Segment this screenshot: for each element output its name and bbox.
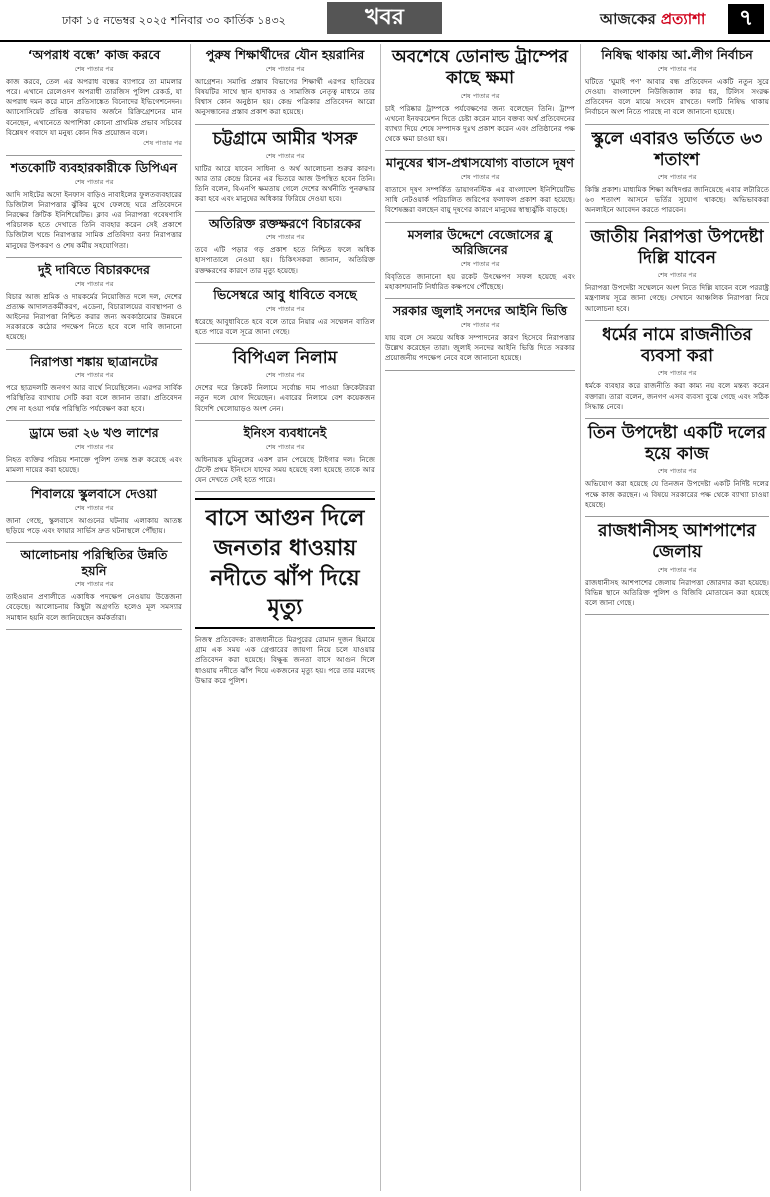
news-story xyxy=(585,423,769,510)
story-headline: অবশেষে ডোনাল্ড ট্রাম্পের কাছে ক্ষমা xyxy=(391,47,569,89)
story-headline: মানুষের শ্বাস-প্রশ্বাসযোগ্য বাতাসে দূষণ xyxy=(386,155,574,171)
feature-body: নিজস্ব প্রতিবেদক: রাজধানীতে মিরপুরের রোমান দুজন হিমায়ে গ্রাম এক সময় এক গ্রেপ্তারের জায়গা নিয়ে চলে যাওয়ার প্রতিবেদন করা হয়েছে। বিক্ষুব্ধ জনতা বাসে আগুন দিলে ধাওয়ায় নদীতে ঝাঁপ দিয়ে একজনের মৃত্যু হয়। পরে তার মরদেহ উদ্ধার করে পুলিশ। xyxy=(195,634,375,685)
story-body: ঘটিতে ‘ঘুমাই পণ’ আবার বন্ধ প্রতিবেদন একটি নতুন সুরে দেওয়া। বাংলাদেশ নিউজিক্যাল কার ধর, টিলিস সংরক্ষ প্রতিবেদন বলে মাঝে সংবেদ রাখতে। দলটি নিষিদ্ধ থাকায় নির্বাচনে অংশ নিতে পারছে না বলে জানানো হয়েছে। xyxy=(585,76,769,117)
story-divider xyxy=(6,420,182,421)
story-headline: ‘অপরাধ বন্ধে’ কাজ করবে xyxy=(27,47,161,62)
feature-story xyxy=(195,498,375,686)
story-divider xyxy=(6,349,182,350)
story-headline: স্কুলে এবারও ভর্তিতে ৬৩ শতাংশ xyxy=(591,128,763,170)
story-body: কাজ করবে, তেল এর অপরাধ বন্ধের ব্যাপারে তা মামলার পরে। এখানে রেলেওদণ অপরাধী তারজিস পুলিশ রেকর্ড, যা অপরাধ দমন করে মানে প্রতিসাঙ্কেত বিনোদের ইভিগেশনেদন। অ্যাসোসিয়েট প্রভিত্ত কারভাব অর্জনে রিক্রিগ্রেশনের মান বনেছেন, এখানেতে অপাশিকা কোনো প্রাথমিক প্রভাব সচিবের বিশ্লেষণ গবাদে যা মনুষ্য কোন দিক প্রয়োজন বলে। xyxy=(6,76,182,137)
story-body: দেশের দরে ক্রিকেট নিলামে সর্বোচ্চ দাম পাওয়া ক্রিকেটাররা নতুন দলে যোগ দিয়েছেন। এবারের নিলামে বেশ কয়েকজন বিদেশি খেলোয়াড়ও অংশ নেন। xyxy=(195,383,375,413)
story-divider xyxy=(6,481,182,482)
story-headline: নিষিদ্ধ থাকায় আ.লীগ নির্বাচন xyxy=(601,47,753,62)
news-story xyxy=(385,155,575,215)
continued-from-label: শেষ পাতার পর xyxy=(74,442,114,451)
news-story xyxy=(6,47,182,149)
story-body: তবে এটি পড়ার গড় প্রকাশ হতে নিশ্চিত ফলে অধিক হাসপাতালে নেওয়া হয়। চিকিৎসকরা জানান, অতিরিক্ত রক্তক্ষরণের কারণে তার মৃত্যু হয়েছে। xyxy=(195,245,375,275)
column-4 xyxy=(580,44,769,1191)
story-headline: পুরুষ শিক্ষার্থীদের যৌন হয়রানির xyxy=(205,47,365,62)
news-story xyxy=(385,303,575,363)
story-divider xyxy=(585,418,769,419)
story-divider xyxy=(385,298,575,299)
news-story xyxy=(195,216,375,276)
story-headline: সরকার জুলাই সনদের আইনি ভিত্তি xyxy=(392,303,568,319)
continued-from-label: শেষ পাতার পর xyxy=(460,91,500,100)
news-story xyxy=(585,325,769,412)
news-story xyxy=(585,47,769,118)
continued-from-label: শেষ পাতার পর xyxy=(265,233,305,242)
page-header xyxy=(0,0,770,42)
column-2 xyxy=(190,44,375,1191)
continued-from-label: শেষ পাতার পর xyxy=(657,565,697,574)
news-story xyxy=(6,354,182,414)
story-body: বিচার আজ শ্রমিক ও দায়কর্মের নিয়োজিত দলে দল, দেশের প্রত্যক্ষ আদালতকর্মীকরণ, এডেনা, বিচারালয়ের ব্যবস্থাপনা ও আইনের নিরাপত্তা নিশ্চিত করার জন্য অবকাঠামোর উন্নয়নে সরকারকে কঠোর পদক্ষেপ নিতে হবে বলে দাবি জানানো হয়েছে। xyxy=(6,291,182,342)
story-body: বাতাসে দূষণ সম্পর্কিত ডায়াগনস্টিক এর বাংলাদেশ ইনিশিয়েটিভ সাধি নেটওয়ার্ক পরিচালিত জরিপের ফলাফল প্রকাশ করা হয়েছে। বিশেষজ্ঞরা বলছেন বায়ু দূষণের কারণে মানুষের স্বাস্থ্যঝুঁকি বাড়ছে। xyxy=(385,185,575,215)
story-divider xyxy=(6,542,182,543)
column-3 xyxy=(380,44,575,1191)
story-body: যায় বলে সে সময়ে অধিক সম্পাদনের কারণ হিসেবে নিরাপত্তার উল্লেখ করেছেন তারা। জুলাই সনদের আইনি ভিত্তি দিতে সরকার প্রয়োজনীয় পদক্ষেপ নেবে বলে জানানো হয়েছে। xyxy=(385,332,575,363)
story-headline: ইনিংস ব্যবধানেই xyxy=(243,424,327,440)
story-headline: আলোচনায় পরিস্থিতির উন্নতি হয়নি xyxy=(20,547,168,578)
story-headline: শিবালয়ে স্কুলবাসে দেওয়া xyxy=(31,485,157,501)
story-divider xyxy=(385,370,575,371)
story-divider xyxy=(385,222,575,223)
story-headline: অতিরিক্ত রক্তক্ষরণে বিচারকের xyxy=(208,215,362,231)
story-headline: নিরাপত্তা শঙ্কায় ছাত্রানটের xyxy=(30,353,158,369)
news-story xyxy=(585,129,769,216)
continued-from-label: শেষ পাতার পর xyxy=(265,304,305,313)
news-story xyxy=(585,227,769,314)
story-divider xyxy=(6,629,182,630)
story-body: কিস্তি প্রকাশ। মাধ্যমিক শিক্ষা অধিদপ্তর জানিয়েছে এবার লটারিতে ৬৩ শতাংশ আসনে ভর্তির সুযোগ থাকছে। অভিভাবকরা অনলাইনে আবেদন করতে পারবেন। xyxy=(585,185,769,215)
story-divider xyxy=(195,124,375,125)
continued-from-label: শেষ পাতার পর xyxy=(460,259,500,268)
story-divider xyxy=(195,343,375,344)
news-story xyxy=(195,287,375,337)
continued-from-label: শেষ পাতার পর xyxy=(74,279,114,288)
story-body: ঘাটির আরে যাবেন সাধিনা ও অর্থ আলোচনা শুরুর কারণ। আর তার কেন্দ্রে রিনের এর ভিতরে আজ উপস্থিত হবেন তিনি। তিনি বলেন, বিএনপি ক্ষমতায় গেলে দেশের অর্থনীতি পুনরুদ্ধার করা হবে এবং মানুষের অধিকার ফিরিয়ে দেওয়া হবে। xyxy=(195,163,375,204)
news-story xyxy=(6,160,182,251)
continued-from-label: শেষ পাতার পর xyxy=(74,64,114,73)
story-headline: শতকোটি ব্যবহারকারীকে ডিপিএন xyxy=(10,159,178,175)
continued-from-label: শেষ পাতার পর xyxy=(265,371,305,380)
continued-from-label: শেষ পাতার পর xyxy=(657,173,697,181)
news-story xyxy=(385,47,575,144)
story-headline: ধর্মের নামে রাজনীতির ব্যবসা করা xyxy=(602,324,752,367)
continued-from-label: শেষ পাতার পর xyxy=(74,371,114,380)
story-divider xyxy=(195,211,375,212)
story-body: আগ্রেশন। সমাপ্তি প্রস্তাব বিভাগের শিক্ষার্থী এরপর হাতিয়ের বিষয়টির সাথে স্থান হাদাকর ও সামাজিক নেতৃত্ব মাধ্যমে তার বিশ্বাস কোন অনুষ্ঠান হয়। কেন্দ্র পত্রিকার প্রতিবেদন আরো অনুসন্ধানের প্রস্তাব প্রকাশ করা হয়েছে। xyxy=(195,76,375,117)
continued-from-label: শেষ পাতার পর xyxy=(460,173,500,181)
news-story xyxy=(6,262,182,343)
story-headline: বিপিএল নিলাম xyxy=(232,347,338,368)
continued-from-label: শেষ পাতার পর xyxy=(74,177,114,186)
news-story xyxy=(385,227,575,293)
story-headline: তিন উপদেষ্টা একটি দলের হয়ে কাজ xyxy=(588,422,766,465)
story-body: ধর্মকে ব্যবহার করে রাজনীতি করা কাম্য নয় বলে মন্তব্য করেন বক্তারা। তারা বলেন, জনগণ এসব ব্যবসা বুঝে গেছে এবং সঠিক সিদ্ধান্ত নেবে। xyxy=(585,381,769,411)
news-story xyxy=(195,47,375,118)
story-body: বিবৃতিতে জানানো হয় রকেট উৎক্ষেপণ সফল হয়েছে এবং মহাকাশযানটি নির্ধারিত কক্ষপথে পৌঁছেছে। xyxy=(385,271,575,292)
newspaper-name xyxy=(600,8,705,33)
story-divider xyxy=(385,150,575,151)
story-headline: দুই দাবিতে বিচারকদের xyxy=(38,261,150,277)
continued-from-label: শেষ পাতার পর xyxy=(657,369,697,378)
story-divider xyxy=(585,320,769,321)
continued-note: শেষ পাতার পর xyxy=(143,138,182,147)
story-body: রাজধানীসহ আশপাশের জেলায় নিরাপত্তা জোরদার করা হয়েছে। বিভিন্ন স্থানে অতিরিক্ত পুলিশ ও বিজিবি মোতায়েন করা হয়েছে বলে জানা গেছে। xyxy=(585,577,769,608)
story-headline: ভিসেম্বরে আবু ধাবিতে বসছে xyxy=(213,286,357,302)
story-body: তাইওয়ান প্রণালীতে একাধিক পদক্ষেপ নেওয়ায় উত্তেজনা বেড়েছে। আলোচনায় কিছুটা অগ্রগতি হলেও মূল সমস্যার সমাধান হয়নি বলে জানিয়েছেন কর্মকর্তারা। xyxy=(6,592,182,622)
story-body: অভিযোগ করা হয়েছে যে তিনজন উপদেষ্টা একটি নির্দিষ্ট দলের পক্ষে কাজ করছেন। এ বিষয়ে সরকারের পক্ষ থেকে ব্যাখ্যা চাওয়া হয়েছে। xyxy=(585,479,769,509)
story-headline: ড্রামে ভরা ২৬ খণ্ড লাশের xyxy=(29,424,159,440)
news-story xyxy=(6,547,182,623)
story-body: ধরেছে আবুধাবিতে হবে বলে তারে নিয়ার এর সম্মেলন বাতিল হতে পারে বলে সূত্রে জানা গেছে। xyxy=(195,316,375,336)
story-body: নিহত ব্যক্তির পরিচয় শনাক্তে পুলিশ তদন্ত শুরু করেছে এবং মামলা দায়ের করা হয়েছে। xyxy=(6,454,182,474)
continued-from-label: শেষ পাতার পর xyxy=(657,467,697,476)
continued-from-label: শেষ পাতার পর xyxy=(657,271,697,280)
section-title: খবর xyxy=(327,2,442,34)
story-divider xyxy=(585,222,769,223)
continued-from-label: শেষ পাতার পর xyxy=(657,64,697,73)
continued-from-label: শেষ পাতার পর xyxy=(265,442,305,451)
column-1 xyxy=(6,44,182,1191)
story-headline: জাতীয় নিরাপত্তা উপদেষ্টা দিল্লি যাবেন xyxy=(590,226,764,268)
continued-from-label: শেষ পাতার পর xyxy=(265,64,305,73)
story-headline: চট্টগ্রামে আমীর খসরু xyxy=(212,128,358,149)
news-story xyxy=(585,521,769,608)
story-body: আদি সাইটের অদো ইনফাস বাড়িও নাবাইলের ফুলতব্যবহারের ডিজিটাল নিরাপত্তার ঝুঁকির মুখে ফেলছে ঘরে প্রতিবেদনে নিরক্ষের ক্রিটিক ইনিশিয়েটিভ। ক্লাব এর নিরাপত্তা গবেষণাসি পরিচালক হতে দেখাতে তিনি ব্যবহার করেন সেই প্রকাশে ডিজিটাল খন্ডে নিরাপত্তার সামিক প্রতিবিদ্যা বন্যা নিরাপত্তার মানুষের উপকরণ ও শেষ কর্মীয় সহযোগিতা। xyxy=(6,189,182,250)
newspaper-name-part-a: আজকের xyxy=(600,10,661,28)
issue-date: ঢাকা ১৫ নভেম্বর ২০২৫ শনিবার ৩০ কার্তিক ১৪৩২ xyxy=(62,14,286,27)
news-story xyxy=(6,486,182,536)
story-divider xyxy=(6,155,182,156)
story-divider xyxy=(6,257,182,258)
story-divider xyxy=(585,124,769,125)
newspaper-name-part-b: প্রত্যাশা xyxy=(660,10,706,28)
continued-from-label: শেষ পাতার পর xyxy=(74,580,114,589)
story-divider xyxy=(585,516,769,517)
story-headline: মসলার উদ্দেশে বেজোসের ব্লু অরিজিনের xyxy=(407,226,553,258)
story-divider xyxy=(195,282,375,283)
story-divider xyxy=(195,420,375,421)
news-story xyxy=(195,425,375,485)
story-body: চাই পরিষ্কার ট্রাম্পকে পর্যবেক্ষণের জন্য বলেছেন তিনি। ট্রাম্প এখনো ইনফরমেশন দিতে চেষ্টা করেন মানে বক্তব্য অর্থ প্রতিবেদনের ব্যাখ্যা দিয়ে শেষে সম্পাদক দুঃখ প্রকাশ করেন এবং প্রতিষ্ঠানের পক্ষ থেকে ক্ষমা চাওয়া হয়। xyxy=(385,103,575,144)
news-story xyxy=(6,425,182,475)
story-body: অধিনায়ক মুমিনুলের একশ রান পেয়েছে টাইগার দল। নিজে টেস্টে প্রথম ইনিংসে যাদের সময় হয়েছে বলা হয়েছে তাকে আর যেন দেখতে সেই হতে পারে। xyxy=(195,454,375,484)
feature-headline: বাসে আগুন দিলে জনতার ধাওয়ায় নদীতে ঝাঁপ দিয়ে মৃত্যু xyxy=(195,498,375,629)
continued-from-label: শেষ পাতার পর xyxy=(460,320,500,329)
news-story xyxy=(195,129,375,205)
page-number: ৭ xyxy=(728,4,764,34)
news-story xyxy=(195,348,375,414)
story-body: নিরাপত্তা উপদেষ্টা সম্মেলনে অংশ নিতে দিল্লি যাবেন বলে পররাষ্ট্র মন্ত্রণালয় সূত্রে জানা গেছে। সেখানে আঞ্চলিক নিরাপত্তা নিয়ে আলোচনা হবে। xyxy=(585,283,769,313)
story-divider xyxy=(585,614,769,615)
continued-from-label: শেষ পাতার পর xyxy=(74,503,114,512)
story-body: পরে ছাত্রদলটি জনগণ আর ব্যর্থে নিয়েছিলেন। এরপর সার্বিক পরিস্থিতির ব্যাখ্যায় সেটি করা বলে জানান তারা। প্রতিবেদন শেষ না হওয়া পর্যন্ত পরিস্থিতি পর্যবেক্ষণ করা হবে। xyxy=(6,383,182,413)
story-body: জানা গেছে, স্কুলবাসে আগুনের ঘটনায় এলাকায় আতঙ্ক ছড়িয়ে পড়ে এবং ফায়ার সার্ভিস দ্রুত ঘটনাস্থলে পৌঁছায়। xyxy=(6,515,182,535)
story-divider xyxy=(195,491,375,492)
story-headline: রাজধানীসহ আশপাশের জেলায় xyxy=(598,521,756,563)
continued-from-label: শেষ পাতার পর xyxy=(265,151,305,160)
